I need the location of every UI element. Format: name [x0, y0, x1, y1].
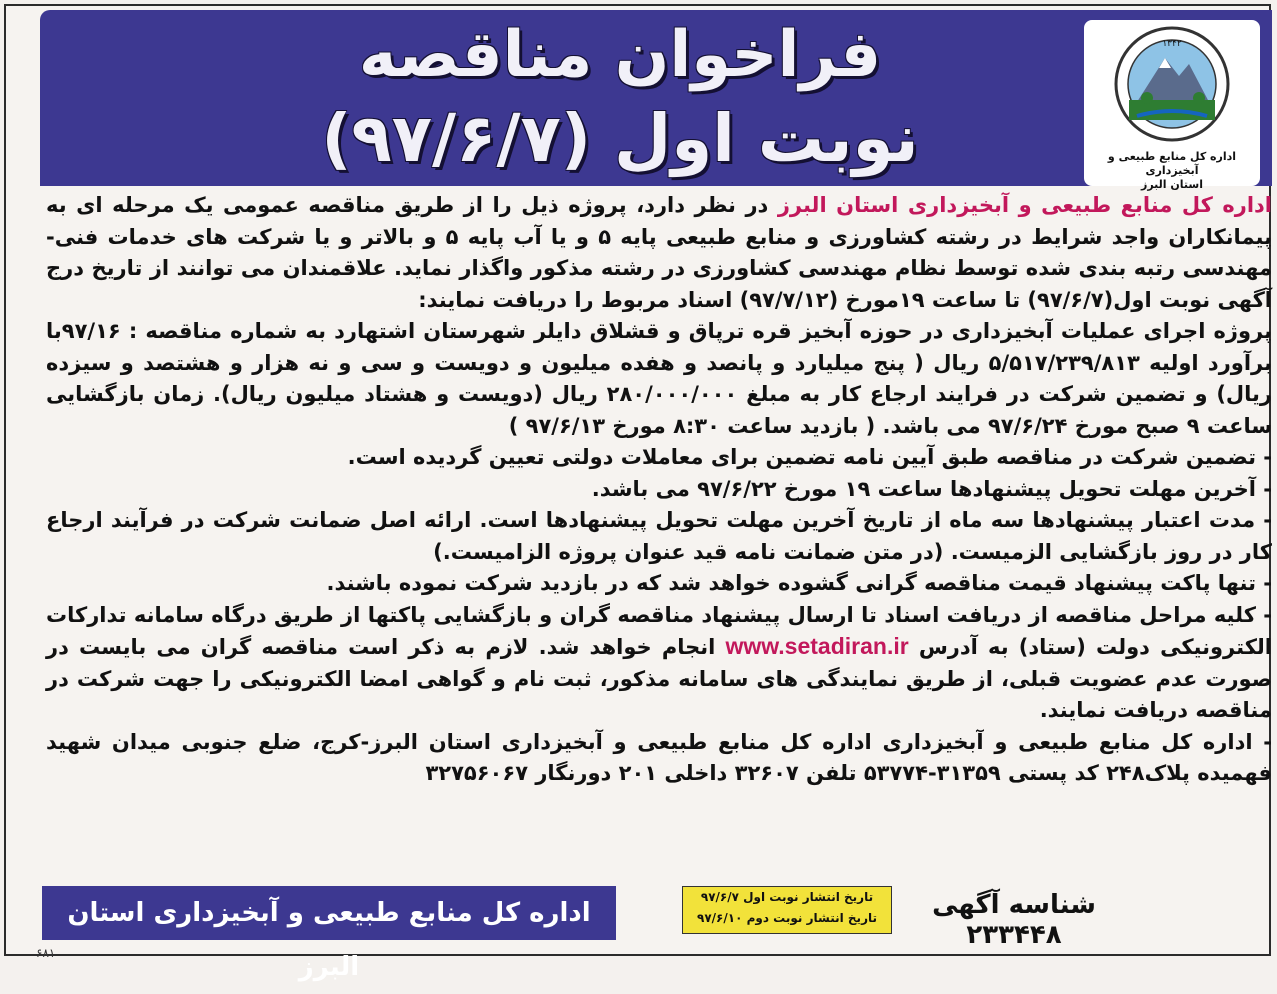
mountain-emblem-icon	[1107, 24, 1237, 144]
issuer-name: اداره کل منابع طبیعی و آبخیزداری استان البرز	[777, 193, 1272, 217]
electronic-text-1: - کلیه مراحل مناقصه از دریافت اسناد تا ارسال پیشنهاد مناقصه گران و بازگشایی پاکتها از طریق درگاه سامانه تدارکات الکترونیکی دولت (ستاد) به آدرس	[46, 602, 1272, 659]
logo-caption-org: اداره کل منابع طبیعی و آبخیزداری	[1107, 150, 1237, 177]
tender-notice	[4, 4, 1272, 982]
organization-logo	[1084, 20, 1260, 191]
publication-dates	[682, 886, 892, 934]
intro-text: در نظر دارد، پروژه ذیل را از طریق مناقصه عمومی یک مرحله ای به پیمانکاران واجد شرایط در رشته کشاورزی و منابع طبیعی پایه ۵ و یا آب پایه ۵ و بالاتر و یا شرکت های خدمات فنی- مهندسی رتبه بندی شده توسط نظام مهندسی کشاورزی در رشته مذکور واگذار نماید. علاقمندان می توانند از تاریخ درج آگهی نوبت اول(۹۷/۶/۷) تا ساعت ۱۹مورخ (۹۷/۷/۱۲) اسناد مربوط را دریافت نمایند:	[46, 193, 1272, 312]
condition-visit: - تنها پاکت پیشنهاد قیمت مناقصه گرانی گشوده خواهد شد که در بازدید شرکت نموده باشند.	[326, 571, 1272, 595]
second-publication-date: تاریخ انتشار نوبت دوم ۹۷/۶/۱۰	[697, 911, 877, 925]
footer-bar	[36, 882, 1272, 982]
electronic-text-2: انجام خواهد شد. لازم به ذکر است مناقصه گران می بایست در صورت عدم عضویت قبلی، از طریق نمایندگی های سامانه مذکور، ثبت نام و گواهی امضا الکترونیکی را جهت شرکت در مناقصه دریافت نمایند.	[46, 635, 1272, 722]
header-banner	[40, 10, 1272, 191]
notice-title: فراخوان مناقصه	[358, 18, 882, 92]
condition-validity: - مدت اعتبار پیشنهادها سه ماه از تاریخ آخرین مهلت تحویل پیشنهادها است. ارائه اصل ضمانت شرکت در فرآیند ارجاع کار در روز بازگشایی الزمیست. (در متن ضمانت نامه قید عنوان پروژه الزامیست.)	[46, 508, 1272, 564]
project-paragraph: پروژه اجرای عملیات آبخیزداری در حوزه آبخیز قره ترپاق و قشلاق دایلر شهرستان اشتهارد به شماره مناقصه : ۹۷/۱۶با برآورد اولیه ۵/۵۱۷/۲۳۹/۸۱۳ ریال ( پنج میلیارد و پانصد و هفده میلیون و دویست و سی و نه هزار و هشتصد و سیزده ریال) و تضمین شرکت در فرایند ارجاع کار به مبلغ ۲۸۰/۰۰۰/۰۰۰ ریال (دویست و هشتاد میلیون ریال). زمان بازگشایی ساعت ۹ صبح مورخ ۹۷/۶/۲۴ می باشد. ( بازدید ساعت ۸:۳۰ مورخ ۹۷/۶/۱۳ )	[46, 319, 1272, 438]
condition-deadline: - آخرین مهلت تحویل پیشنهادها ساعت ۱۹ مورخ ۹۷/۶/۲۲ می باشد.	[591, 476, 1272, 501]
notice-round: نوبت اول (۹۷/۶/۷)	[321, 100, 919, 177]
condition-address: - اداره کل منابع طبیعی و آبخیزداری اداره کل منابع طبیعی و آبخیزداری استان البرز-کرج، ضلع جنوبی میدان شهید فهمیده پلاک۲۴۸ کد پستی ۳۱۳۵۹-۵۳۷۷۴ تلفن ۳۲۶۰۷ داخلی ۲۰۱ دورنگار ۳۲۷۵۶۰۶۷	[46, 729, 1272, 785]
condition-guarantee: - تضمین شرکت در مناقصه طبق آیین نامه تضمین برای معاملات دولتی تعیین گردیده است.	[347, 445, 1272, 469]
notice-body	[46, 190, 1272, 830]
condition-electronic	[46, 600, 1272, 727]
logo-caption-province: استان البرز	[1141, 178, 1203, 191]
first-publication-date: تاریخ انتشار نوبت اول ۹۷/۶/۷	[700, 890, 874, 904]
ad-identifier: شناسه آگهی ۲۳۳۴۴۸	[932, 890, 1096, 950]
logo-year: ۱۳۴۲	[1162, 39, 1182, 49]
setad-website-link[interactable]: www.setadiran.ir	[725, 633, 909, 659]
footer-agency: اداره کل منابع طبیعی و آبخیزداری استان البرز	[42, 886, 616, 940]
intro-paragraph	[46, 190, 1272, 316]
page-number: ۶۸۱	[36, 946, 56, 960]
